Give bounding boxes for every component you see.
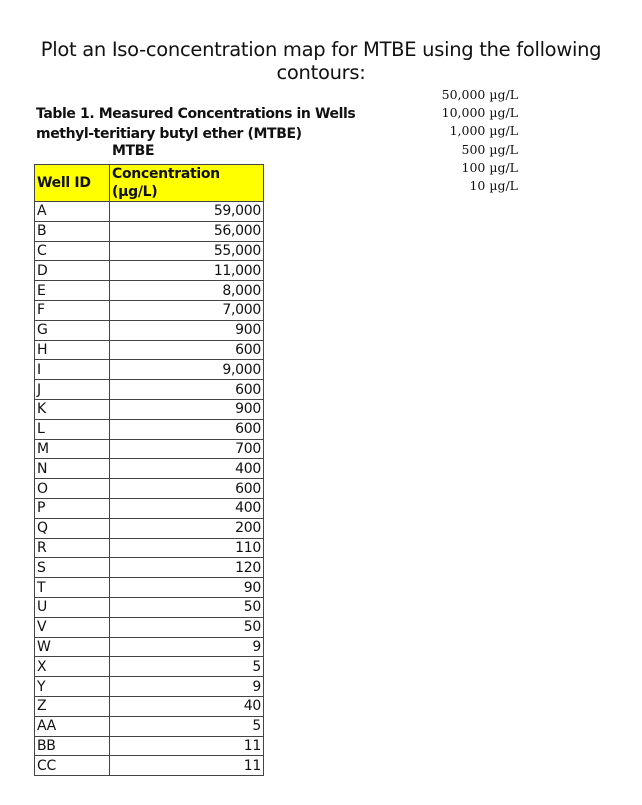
- table-caption: [36, 104, 355, 144]
- well-id-cell: X: [35, 657, 110, 677]
- well-id-cell: V: [35, 617, 110, 637]
- concentration-cell: 8,000: [110, 281, 264, 301]
- table-row: [35, 300, 264, 320]
- well-id-cell: E: [35, 281, 110, 301]
- caption-line-2: methyl-teritiary butyl ether (MTBE): [36, 126, 302, 142]
- group-header: MTBE: [112, 143, 155, 159]
- contour-level: 500 µg/L: [461, 141, 518, 157]
- well-id-cell: Y: [35, 677, 110, 697]
- table-row: [35, 637, 264, 657]
- concentration-cell: 9: [110, 677, 264, 697]
- concentration-cell: 200: [110, 518, 264, 538]
- concentration-cell: 600: [110, 479, 264, 499]
- page-title: Plot an Iso-concentration map for MTBE using the following contours:: [40, 38, 602, 84]
- concentration-cell: 9,000: [110, 360, 264, 380]
- table-row: [35, 558, 264, 578]
- contour-list: [400, 86, 518, 195]
- concentration-cell: 900: [110, 399, 264, 419]
- contour-level: 1,000 µg/L: [449, 123, 518, 139]
- concentration-cell: 5: [110, 716, 264, 736]
- concentration-cell: 120: [110, 558, 264, 578]
- well-id-cell: Q: [35, 518, 110, 538]
- table-row: [35, 597, 264, 617]
- well-id-cell: D: [35, 261, 110, 281]
- table-row: [35, 498, 264, 518]
- concentration-cell: 90: [110, 578, 264, 598]
- concentration-cell: 5: [110, 657, 264, 677]
- concentration-cell: 55,000: [110, 241, 264, 261]
- table-row: [35, 439, 264, 459]
- concentration-cell: 900: [110, 320, 264, 340]
- caption-line-1: Table 1. Measured Concentrations in Wells: [36, 106, 356, 122]
- well-id-cell: L: [35, 419, 110, 439]
- concentration-cell: 7,000: [110, 300, 264, 320]
- well-id-cell: B: [35, 221, 110, 241]
- table-row: [35, 538, 264, 558]
- table-row: [35, 479, 264, 499]
- table-row: [35, 677, 264, 697]
- concentration-cell: 40: [110, 696, 264, 716]
- table-row: [35, 518, 264, 538]
- well-id-cell: AA: [35, 716, 110, 736]
- well-id-cell: A: [35, 202, 110, 222]
- well-id-cell: P: [35, 498, 110, 518]
- header-well-id: Well ID: [35, 165, 110, 202]
- well-id-cell: M: [35, 439, 110, 459]
- contour-level: 10 µg/L: [469, 178, 518, 194]
- well-id-cell: W: [35, 637, 110, 657]
- table-row: [35, 261, 264, 281]
- table-row: [35, 399, 264, 419]
- table-row: [35, 202, 264, 222]
- header-row: [35, 165, 264, 202]
- concentration-cell: 700: [110, 439, 264, 459]
- concentration-cell: 50: [110, 617, 264, 637]
- table-row: [35, 320, 264, 340]
- well-id-cell: K: [35, 399, 110, 419]
- well-id-cell: S: [35, 558, 110, 578]
- concentration-cell: 59,000: [110, 202, 264, 222]
- concentration-cell: 11,000: [110, 261, 264, 281]
- table-row: [35, 241, 264, 261]
- table-row: [35, 281, 264, 301]
- well-id-cell: CC: [35, 756, 110, 776]
- well-id-cell: U: [35, 597, 110, 617]
- well-id-cell: O: [35, 479, 110, 499]
- table-row: [35, 340, 264, 360]
- contour-level: 50,000 µg/L: [441, 87, 518, 102]
- table-row: [35, 696, 264, 716]
- concentration-cell: 110: [110, 538, 264, 558]
- well-id-cell: F: [35, 300, 110, 320]
- concentration-cell: 50: [110, 597, 264, 617]
- well-id-cell: C: [35, 241, 110, 261]
- table-row: [35, 617, 264, 637]
- concentration-cell: 600: [110, 340, 264, 360]
- table-row: [35, 578, 264, 598]
- well-id-cell: G: [35, 320, 110, 340]
- concentration-cell: 400: [110, 498, 264, 518]
- concentration-cell: 600: [110, 380, 264, 400]
- contour-level: 100 µg/L: [461, 159, 518, 175]
- table-row: [35, 380, 264, 400]
- concentration-cell: 11: [110, 756, 264, 776]
- header-concentration: Concentration (µg/L): [110, 165, 264, 202]
- concentration-table: [34, 164, 264, 776]
- well-id-cell: R: [35, 538, 110, 558]
- well-id-cell: N: [35, 459, 110, 479]
- table-row: [35, 419, 264, 439]
- concentration-cell: 56,000: [110, 221, 264, 241]
- concentration-cell: 9: [110, 637, 264, 657]
- well-id-cell: I: [35, 360, 110, 380]
- well-id-cell: BB: [35, 736, 110, 756]
- table-row: [35, 657, 264, 677]
- concentration-cell: 600: [110, 419, 264, 439]
- contour-level: 10,000 µg/L: [441, 105, 518, 121]
- table-row: [35, 756, 264, 776]
- table-row: [35, 716, 264, 736]
- well-id-cell: Z: [35, 696, 110, 716]
- table-row: [35, 221, 264, 241]
- well-id-cell: H: [35, 340, 110, 360]
- well-id-cell: J: [35, 380, 110, 400]
- concentration-cell: 11: [110, 736, 264, 756]
- concentration-cell: 400: [110, 459, 264, 479]
- table-row: [35, 360, 264, 380]
- table-row: [35, 736, 264, 756]
- table-row: [35, 459, 264, 479]
- well-id-cell: T: [35, 578, 110, 598]
